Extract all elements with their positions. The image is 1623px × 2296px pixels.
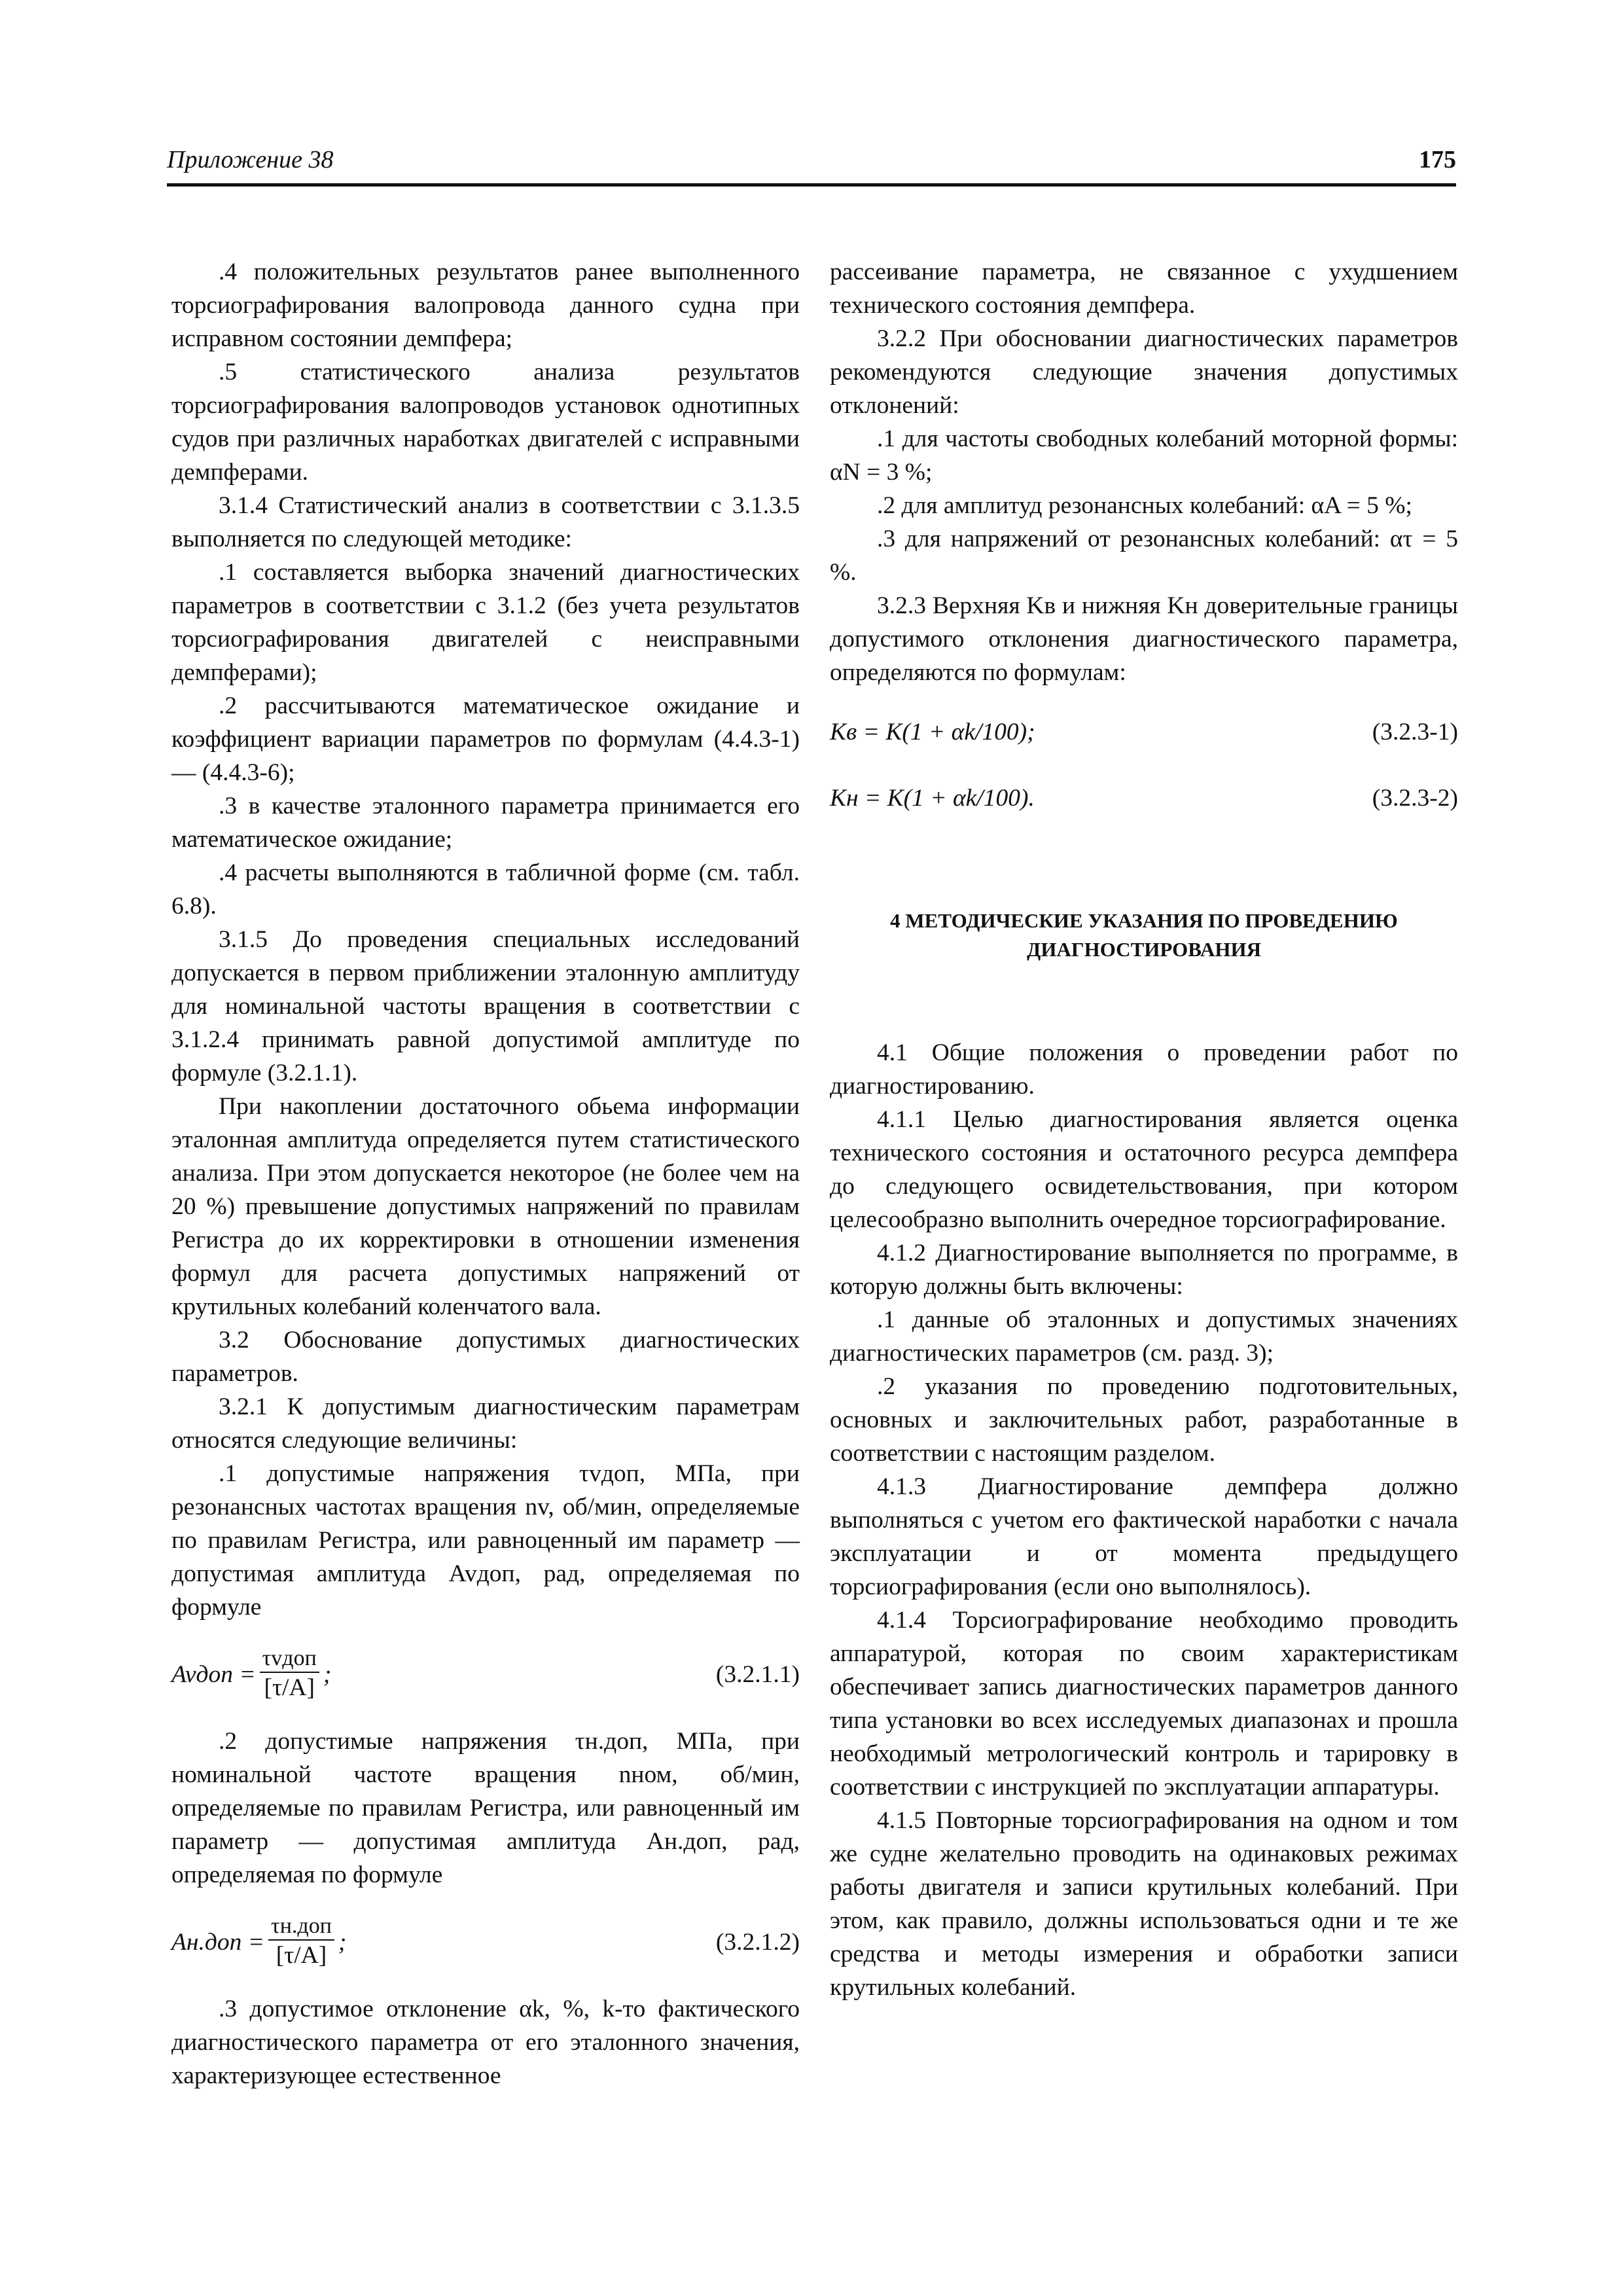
paragraph: При накоплении достаточного обьема информации эталонная амплитуда определяется путем статистического анализа. При этом допускается некоторое (не более чем на 20 %) превышение допустимых напряжений по правилам Регистра до их корректировки в отношении изменения формул для расчета допустимых напряжений от крутильных колебаний коленчатого вала.	[171, 1093, 800, 1320]
formula-tail: ;	[338, 1928, 347, 1956]
fraction-numerator: τvдоп	[260, 1645, 319, 1673]
paragraph: .3 допустимое отклонение αk, %, k-то фактического диагностического параметра от его эталонного значения, характеризующее естественное	[171, 1996, 800, 2089]
paragraph: .3 для напряжений от резонансных колебаний: ατ = 5 %.	[830, 526, 1458, 586]
right-column	[830, 255, 1458, 2004]
formula-expression: Kв = K(1 + αk/100);	[830, 719, 1035, 745]
paragraph: 3.1.4 Статистический анализ в соответствии с 3.1.3.5 выполняется по следующей методике:	[171, 492, 800, 552]
paragraph: 4.1.4 Торсиографирование необходимо проводить аппаратурой, которая по своим характеристикам обеспечивает запись диагностических параметров данного типа установки во всех исследуемых диапазонах и прошла необходимый метрологический контроль и тарировку в соответствии с инструкцией по эксплуатации аппаратуры.	[830, 1607, 1458, 1801]
paragraph: .2 допустимые напряжения τн.доп, МПа, при номинальной частоте вращения nном, об/мин, определяемые по правилам Регистра, или равноценный им параметр — допустимая амплитуда Aн.доп, рад, определяемая по формуле	[171, 1728, 800, 1888]
paragraph: 3.2.3 Верхняя Kв и нижняя Kн доверительные границы допустимого отклонения диагностического параметра, определяются по формулам:	[830, 592, 1458, 686]
paragraph: .2 рассчитываются математическое ожидание и коэффициент вариации параметров по формулам (4.4.3-1) — (4.4.3-6);	[171, 692, 800, 786]
subsection-heading: 4.1 Общие положения о проведении работ по диагностированию.	[830, 1039, 1458, 1100]
paragraph: 4.1.3 Диагностирование демпфера должно выполняться с учетом его фактической наработки с начала эксплуатации и от момента предыдущего торсиографирования (если оно выполнялось).	[830, 1473, 1458, 1600]
formula-tail: ;	[323, 1660, 332, 1688]
paragraph: .2 для амплитуд резонансных колебаний: αA = 5 %;	[877, 492, 1412, 519]
fraction	[268, 1913, 334, 1971]
paragraph: 3.2.2 При обосновании диагностических параметров рекомендуются следующие значения допустимых отклонений:	[830, 325, 1458, 419]
formula-lhs: Aн.доп =	[171, 1928, 265, 1956]
paragraph: 3.2.1 К допустимым диагностическим параметрам относятся следующие величины:	[171, 1393, 800, 1454]
paragraph: .2 указания по проведению подготовительных, основных и заключительных работ, разработанные в соответствии с настоящим разделом.	[830, 1373, 1458, 1467]
fraction-denominator: [τ/A]	[264, 1674, 315, 1701]
fraction-denominator: [τ/A]	[276, 1942, 327, 1969]
paragraph: .1 данные об эталонных и допустимых значениях диагностических параметров (см. разд. 3);	[830, 1306, 1458, 1367]
paragraph: .3 в качестве эталонного параметра принимается его математическое ожидание;	[171, 793, 800, 853]
paragraph: .4 положительных результатов ранее выполненного торсиографирования валопровода данного судна при исправном состоянии демпфера;	[171, 259, 800, 352]
paragraph: 3.1.5 До проведения специальных исследований допускается в первом приближении эталонную амплитуду для номинальной частоты вращения в соответствии с 3.1.2.4 принимать равной допустимой амплитуде по формуле (3.2.1.1).	[171, 926, 800, 1086]
formula-3-2-3-2	[830, 781, 1458, 815]
paragraph: .1 для частоты свободных колебаний моторной формы: αN = 3 %;	[830, 425, 1458, 486]
fraction-numerator: τн.доп	[268, 1913, 334, 1941]
formula-number: (3.2.3-2)	[1372, 785, 1458, 812]
paragraph: 4.1.2 Диагностирование выполняется по программе, в которую должны быть включены:	[830, 1240, 1458, 1300]
page-header	[167, 145, 1456, 187]
running-title: Приложение 38	[167, 146, 334, 173]
formula-3-2-1-1	[171, 1638, 800, 1710]
formula-number: (3.2.1.1)	[715, 1660, 800, 1688]
section-heading: 4 МЕТОДИЧЕСКИЕ УКАЗАНИЯ ПО ПРОВЕДЕНИЮ ДИАГНОСТИРОВАНИЯ	[890, 909, 1398, 961]
paragraph: .1 допустимые напряжения τvдоп, МПа, при резонансных частотах вращения nv, об/мин, определяемые по правилам Регистра, или равноценный им параметр — допустимая амплитуда Avдоп, рад, определяемая по формуле	[171, 1460, 800, 1621]
paragraph: 4.1.1 Целью диагностирования является оценка технического состояния и остаточного ресурса демпфера до следующего освидетельствования, при котором целесообразно выполнить очередное торсиографирование.	[830, 1106, 1458, 1233]
formula-number: (3.2.3-1)	[1372, 719, 1458, 745]
fraction	[260, 1645, 319, 1703]
formula-lhs: Avдоп =	[171, 1660, 256, 1688]
paragraph: 4.1.5 Повторные торсиографирования на одном и том же судне желательно проводить на одинаковых режимах работы двигателя и записи крутильных колебаний. При этом, как правило, должны использоваться одни и те же средства и методы измерения и обработки записи крутильных колебаний.	[830, 1807, 1458, 2001]
paragraph: .4 расчеты выполняются в табличной форме (см. табл. 6.8).	[171, 859, 800, 920]
formula-expression: Kн = K(1 + αk/100).	[830, 785, 1035, 812]
paragraph: .5 статистического анализа результатов торсиографирования валопроводов установок однотипных судов при различных наработках двигателей с исправными демпферами.	[171, 359, 800, 486]
formula-3-2-3-1	[830, 715, 1458, 749]
left-column	[171, 255, 800, 2092]
subsection-heading: 3.2 Обоснование допустимых диагностических параметров.	[171, 1327, 800, 1387]
formula-number: (3.2.1.2)	[715, 1928, 800, 1956]
paragraph: .1 составляется выборка значений диагностических параметров в соответствии с 3.1.2 (без учета результатов торсиографирования двигателей с неисправными демпферами);	[171, 559, 800, 686]
page-number: 175	[1419, 146, 1456, 173]
paragraph: рассеивание параметра, не связанное с ухудшением технического состояния демпфера.	[830, 259, 1458, 319]
formula-3-2-1-2	[171, 1906, 800, 1978]
